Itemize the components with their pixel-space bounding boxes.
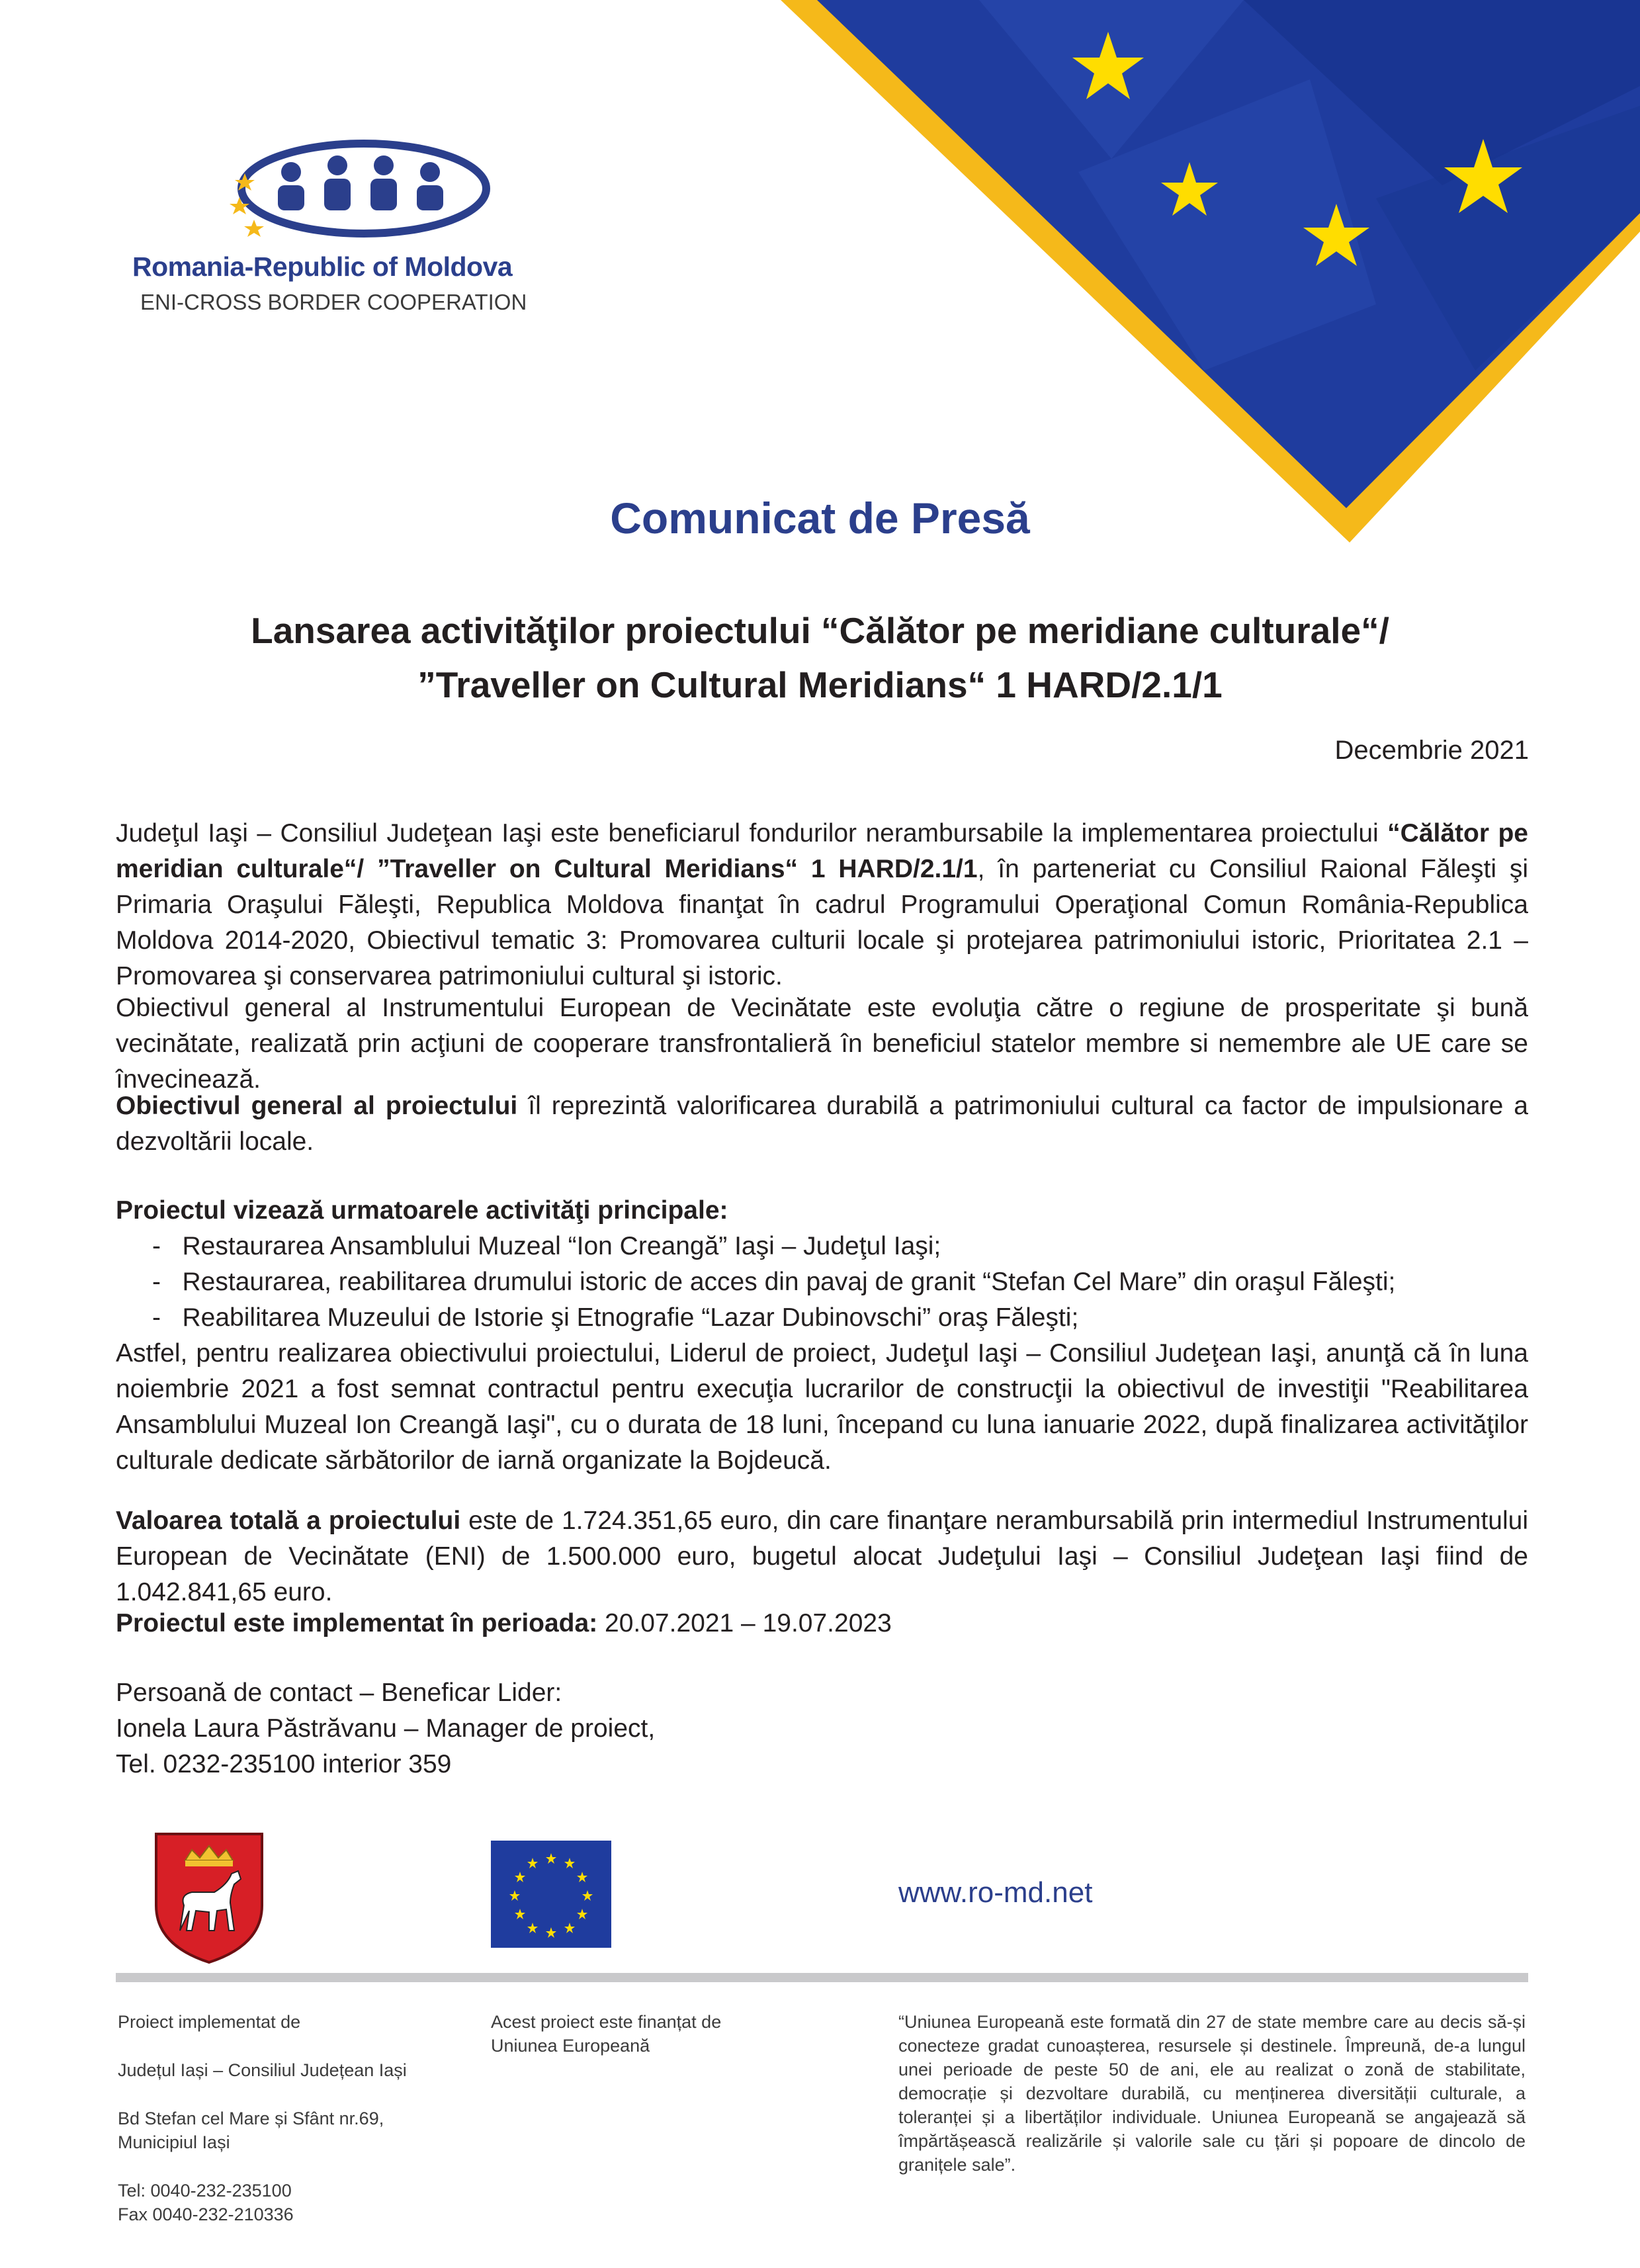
eni-objective-paragraph: Obiectivul general al Instrumentului European de Vecinătate este evoluţia către o regiune de prosperitate şi bună vecinătate, realizată prin acţiuni de cooperare transfrontalieră în beneficiul statelor membre si nemembre ale UE care se învecinează. [116,994,1528,1094]
project-period-text: 20.07.2021 – 19.07.2023 [597,1609,892,1637]
program-name: Romania-Republic of Moldova [132,251,513,282]
iasi-county-crest-icon [153,1831,265,1965]
project-value-paragraph [116,1503,1528,1610]
project-value-label: Valoarea totală a proiectului [116,1506,461,1535]
footer-implementer-org: Județul Iași – Consiliul Județean Iași [118,2060,407,2080]
footer-funding-note: Acest proiect este finanțat de Uniunea Europeană [491,2012,722,2056]
footer-divider [116,1973,1528,1982]
project-value-text: este de 1.724.351,65 euro, din care finanţare nerambursabilă prin intermediul Instrumentului European de Vecinătate (ENI) de 1.500.000 euro, bugetul alocat Judeţului Iaşi – Consiliul Judeţean Iaşi fiind de 1.042.841,65 euro. [116,1506,1529,1606]
footer-eu-statement: “Uniunea Europeană este formată din 27 de state membre care au decis să-și conecteze gradat cunoașterea, resursele și destinele. Împreună, de-a lungul unei perioade de peste 50 de ani, ele au realizat o zonă de stabilitate, democrație și dezvoltare durabilă, cu menținerea diversității culturale, a toleranței și a libertăților individuale. Uniunea Europeană se angajează să împărtășească realizările și valorile sale cu țări și popoare de dincolo de granițele sale”. [898,2012,1526,2175]
title-line-2: ”Traveller on Cultural Meridians“ 1 HARD/2.1/1 [417,664,1223,705]
footer-implementer-fax: Fax 0040-232-210336 [118,2204,294,2224]
footer-implementer [118,2010,415,2226]
list-item: - Restaurarea Ansamblului Muzeal “Ion Creangă” Iaşi – Judeţul Iaşi; [152,1229,1528,1264]
project-objective-text: îl reprezintă valorificarea durabilă a patrimoniului cultural ca factor de impulsionare a dezvoltării locale. [116,1092,1528,1156]
activities-followup-paragraph: Astfel, pentru realizarea obiectivului proiectului, Liderul de proiect, Judeţul Iaşi – Consiliul Judeţean Iaşi, anunţă că în luna noiembrie 2021 a fost semnat contractul pentru execuţia lucrarilor de construcţii la obiectivul de investiţii "Reabilitarea Ansamblului Muzeal Ion Creangă Iaşi", cu o durata de 18 luni, începand cu luna ianuarie 2022, după finalizarea activităţilor culturale dedicate sărbătorilor de iarnă organizate la Bojdeucă. [116,1339,1528,1475]
intro-text-2: , în parteneriat cu Consiliul Raional Făleşti şi Primaria Oraşului Făleşti, Republica Moldova finanţat în cadrul Programului Operaţional Comun România-Republica Moldova 2014-2020, Obiectivul tematic 3: Promovarea culturii locale şi protejarea patrimoniului istoric, Prioritatea 2.1 – Promovarea şi conservarea patrimoniului cultural şi istoric. [116,855,1529,990]
project-objective-label: Obiectivul general al proiectului [116,1092,518,1120]
project-period-paragraph [116,1606,1528,1641]
document-title [0,603,1640,712]
program-logo [126,139,549,331]
title-line-1: Lansarea activităţilor proiectului “Călător pe meridiane culturale“/ [251,610,1389,651]
project-period-label: Proiectul este implementat în perioada: [116,1609,598,1637]
footer-implementer-address: Bd Stefan cel Mare și Sfânt nr.69, Municipiul Iași [118,2109,384,2152]
contact-line-1: Persoană de contact – Beneficar Lider: [116,1679,562,1707]
program-subtitle: ENI-CROSS BORDER COOPERATION [140,290,527,314]
document-type-heading: Comunicat de Presă [610,494,1030,543]
footer-implementer-tel: Tel: 0040-232-235100 [118,2181,292,2201]
activities-list [152,1229,1528,1336]
contact-line-2: Ionela Laura Păstrăvanu – Manager de proiect, [116,1714,656,1743]
website-link[interactable]: www.ro-md.net [898,1876,1093,1909]
list-item: - Reabilitarea Muzeului de Istorie şi Etnografie “Lazar Dubinovschi” oraş Făleşti; [152,1300,1528,1336]
footer-implementer-label: Proiect implementat de [118,2012,301,2032]
contact-block [116,1675,655,1782]
eu-flag-icon [491,1841,611,1948]
activities-heading: Proiectul vizează urmatoarele activităţi principale: [116,1196,728,1225]
intro-text-1: Judeţul Iaşi – Consiliul Judeţean Iaşi este beneficiarul fondurilor nerambursabile la implementarea proiectului [116,819,1388,848]
eu-corner-graphic [781,0,1640,543]
contact-line-3: Tel. 0232-235100 interior 359 [116,1750,452,1778]
intro-paragraph [116,816,1528,994]
program-logo-icon [225,139,523,245]
list-item: - Restaurarea, reabilitarea drumului istoric de acces din pavaj de granit “Stefan Cel Mare” din oraşul Făleşti; [152,1264,1528,1300]
document-date: Decembrie 2021 [1334,736,1529,765]
project-objective-paragraph [116,1088,1528,1160]
project-name: “Călător pe meridian culturale“/ ”Traveller on Cultural Meridians“ 1 HARD/2.1/1 [116,819,1528,883]
